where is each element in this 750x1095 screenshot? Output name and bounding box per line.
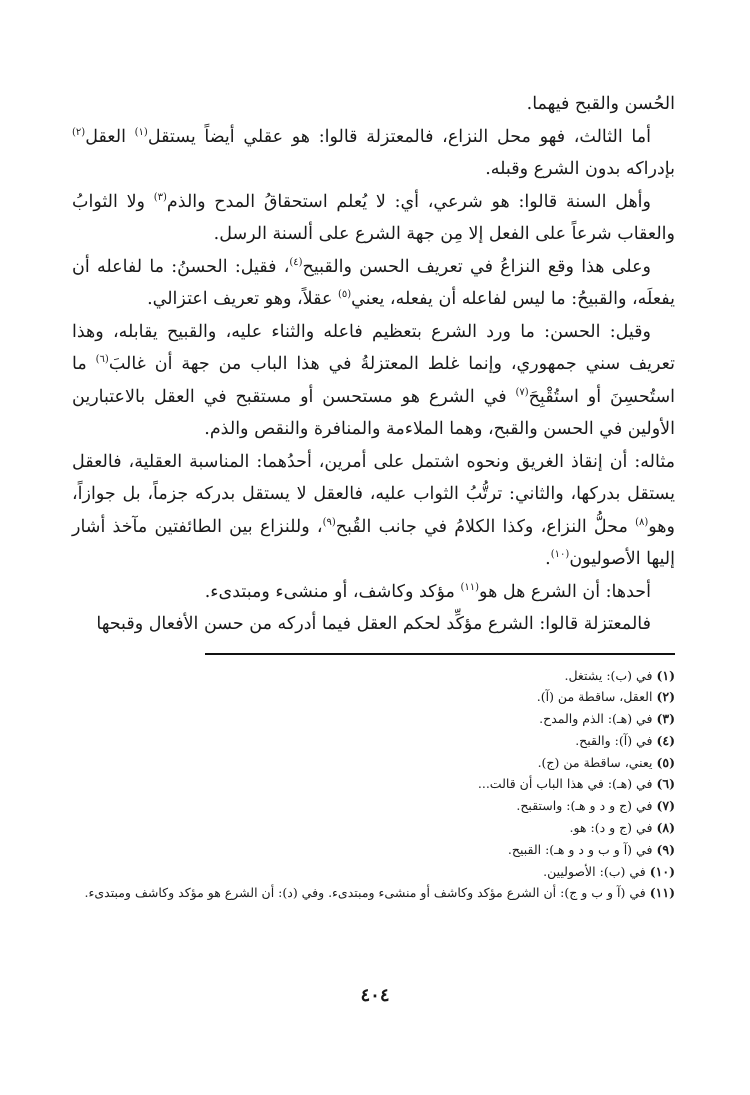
footnote-item (72, 773, 675, 795)
footnote-text: في (آ و ب و د و هـ): القبيح. (507, 841, 653, 857)
text-run: وأهل السنة قالوا: هو شرعي، أي: لا يُعلم استحقاقُ المدح والذم (166, 191, 651, 212)
text-run: مثاله: أن إنقاذ الغريق ونحوه اشتمل على أمرين، أحدُهما: المناسبة العقلية، فالعقل يستقل بدركها، والثاني: ترتُّبُ الثواب عليه، فالعقل لا يستقل بدركه جزماً، بل جوازاً، وهو (72, 451, 675, 537)
footnote-text: في (آ): والقبح. (575, 732, 653, 748)
footnote-text: في (هـ): في هذا الباب أن قالت... (477, 776, 653, 792)
footnote-reference: (٨) (635, 516, 649, 528)
footnote-text: العقل، ساقطة من (آ). (536, 689, 653, 705)
footnote-number: (٥) (656, 754, 675, 770)
text-run: العقل (85, 126, 135, 147)
text-run: عقلاً، وهو تعريف اعتزالي. (147, 289, 338, 309)
footnote-item (72, 795, 675, 817)
text-run: محلُّ النزاع، وكذا الكلامُ في جانب القُبح (335, 516, 636, 537)
footnote-text: في (آ و ب و ج): أن الشرع مؤكد وكاشف أو منشىء ومبتدىء. وفي (د): أن الشرع هو مؤكد وكاشف ومبتدىء. (84, 885, 646, 901)
page-number: ٤٠٤ (360, 985, 390, 1006)
footnote-number: (٦) (656, 776, 675, 792)
text-paragraph (72, 186, 675, 251)
text-run: . (545, 549, 551, 569)
footnote-text: في (ب): الأصوليين. (543, 863, 646, 879)
text-run: ، وللنزاع بين الطائفتين مآخذ أشار إليها الأصوليون (72, 516, 675, 569)
text-run: فالمعتزلة قالوا: الشرع مؤكِّد لحكم العقل فيما أدركه من حسن الأفعال وقبحها (96, 614, 651, 634)
text-paragraph (72, 608, 675, 641)
footnote-text: في (هـ): الذم والمدح. (539, 711, 653, 727)
text-run: بإدراكه بدون الشرع وقبله. (485, 159, 675, 179)
footnote-reference: (١) (134, 126, 148, 138)
footnote-number: (١٠) (649, 863, 675, 879)
footnote-reference: (٣) (153, 191, 167, 203)
footnote-number: (٣) (656, 711, 675, 727)
footnote-number: (٩) (656, 841, 675, 857)
text-run: ، فقيل: الحسنُ: ما لفاعله أن يفعلَه، والقبيحُ: ما ليس لفاعله أن يفعله، يعني (72, 256, 675, 309)
footnote-text: في (ج و د): هو. (569, 820, 653, 836)
footnotes-list (72, 665, 675, 905)
footnote-reference: (٢) (72, 126, 86, 138)
footnote-number: (٨) (656, 820, 675, 836)
text-run: ولا الثوابُ والعقاب شرعاً على الفعل إلا مِن جهة الشرع على ألسنة الرسل. (72, 191, 675, 244)
text-paragraph (72, 316, 675, 446)
footnote-item (72, 686, 675, 708)
text-run: مؤكد وكاشف، أو منشىء ومبتدىء. (204, 581, 461, 602)
footnote-reference: (٥) (337, 289, 352, 301)
page-content (72, 88, 675, 904)
footnote-reference: (٩) (322, 516, 336, 528)
text-run: وقيل: الحسن: ما ورد الشرع بتعظيم فاعله والثناء عليه، والقبيح يقابله، وهذا تعريف سني جمهوري، وإنما غلط المعتزلةُ في هذا الباب من جهة أن غالبَ (72, 321, 675, 374)
footnote-text: في (ب): يشتغل. (564, 667, 653, 683)
footnote-reference: (٦) (95, 354, 109, 366)
text-run: في الشرع هو مستحسن أو مستقبح في العقل بالاعتبارين الأولين في الحسن والقبح، وهما الملاءمة والمنافرة والنقص والذم. (72, 386, 675, 439)
footnote-number: (٢) (656, 689, 675, 705)
text-paragraph (72, 251, 675, 316)
text-paragraph (72, 576, 675, 609)
footnote-item (72, 730, 675, 752)
footnote-reference: (٧) (515, 386, 529, 398)
footnote-item (72, 817, 675, 839)
text-run: ما استُحسِنَ أو استُقْبِحَ (72, 354, 675, 407)
footnote-reference: (١٠) (550, 549, 570, 561)
footnote-divider (205, 653, 675, 655)
footnote-number: (١١) (649, 885, 675, 901)
text-run: أما الثالث، فهو محل النزاع، فالمعتزلة قالوا: هو عقلي أيضاً يستقل (147, 126, 651, 147)
footnote-reference: (١١) (460, 581, 480, 593)
text-paragraph (72, 88, 675, 121)
footnote-item (72, 861, 675, 883)
footnote-item (72, 839, 675, 861)
footnote-item (72, 708, 675, 730)
footnote-number: (١) (656, 667, 675, 683)
text-run: أحدها: أن الشرع هل هو (479, 581, 651, 602)
text-paragraph (72, 121, 675, 186)
footnote-item (72, 882, 675, 904)
footnote-item (72, 665, 675, 687)
footnote-text: يعني، ساقطة من (ج). (537, 754, 653, 770)
footnote-number: (٧) (656, 798, 675, 814)
footnote-reference: (٤) (289, 256, 303, 268)
text-run: الحُسن والقبح فيهما. (526, 94, 675, 114)
footnote-number: (٤) (656, 732, 675, 748)
main-text (72, 88, 675, 641)
text-run: وعلى هذا وقع النزاعُ في تعريف الحسن والقبيح (302, 256, 651, 277)
text-paragraph (72, 446, 675, 576)
footnote-text: في (ج و د و هـ): واستقبح. (516, 798, 653, 814)
footnote-item (72, 752, 675, 774)
